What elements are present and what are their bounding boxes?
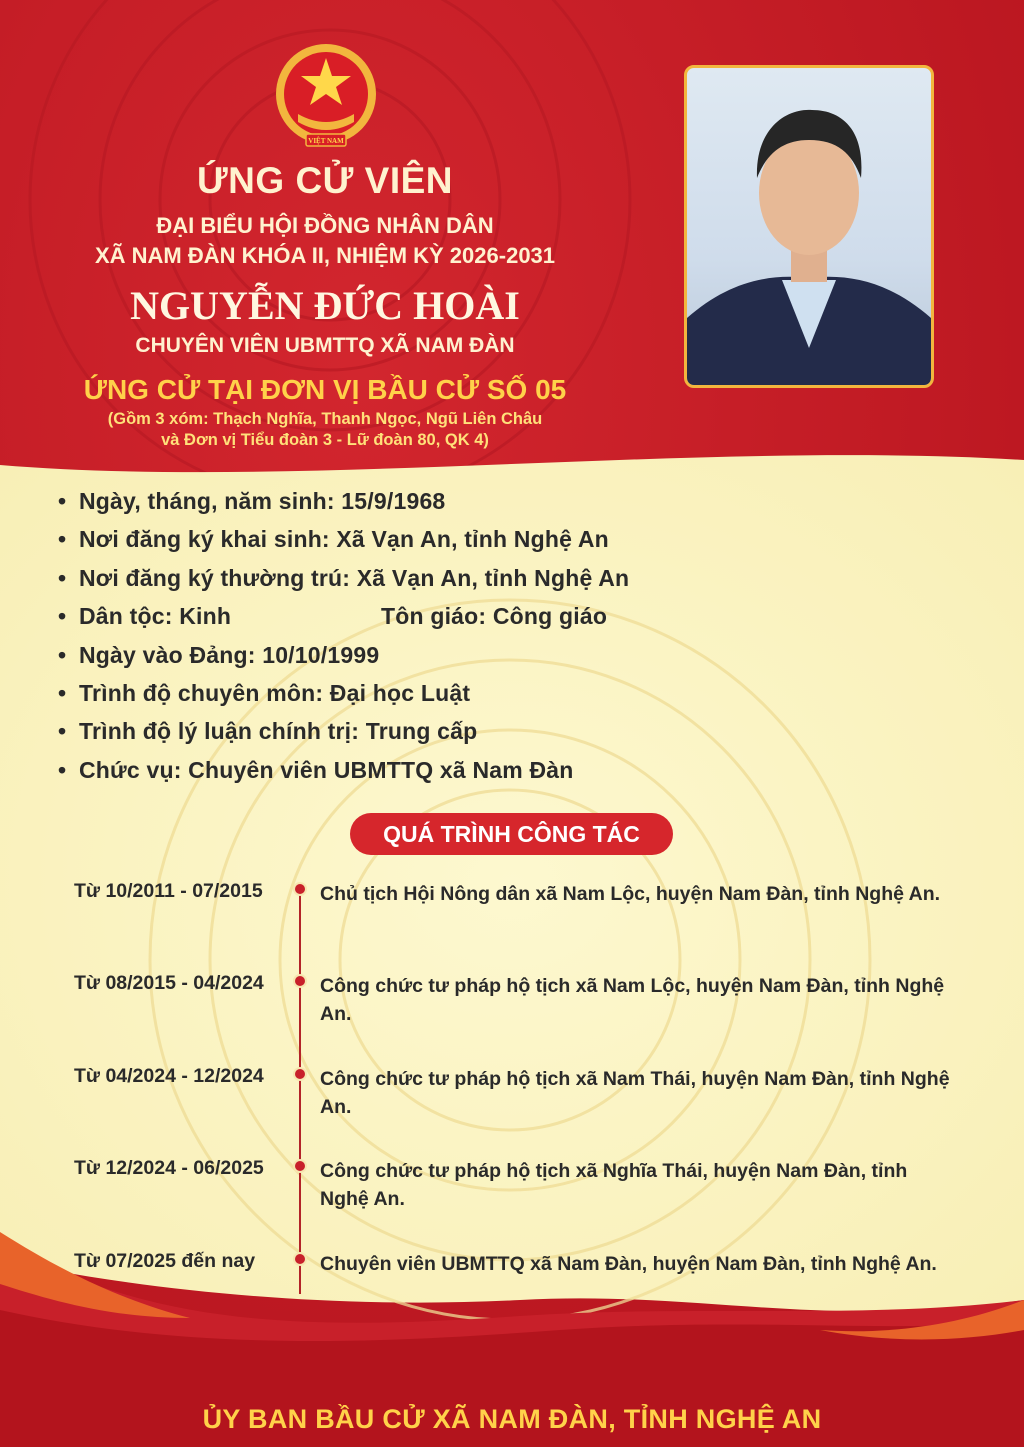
career-heading: QUÁ TRÌNH CÔNG TÁC xyxy=(350,813,673,855)
info-religion: Tôn giáo: Công giáo xyxy=(381,603,608,629)
timeline-dot xyxy=(295,884,305,894)
national-emblem xyxy=(268,38,384,154)
info-party-date: • Ngày vào Đảng: 10/10/1999 xyxy=(58,642,380,668)
timeline-description: Chuyên viên UBMTTQ xã Nam Đàn, huyện Nam Đàn, tỉnh Nghệ An. xyxy=(320,1253,937,1275)
emblem-text: VIỆT NAM xyxy=(308,137,344,145)
info-birth-registration: • Nơi đăng ký khai sinh: Xã Vạn An, tỉnh Nghệ An xyxy=(58,526,609,552)
info-education: • Trình độ chuyên môn: Đại học Luật xyxy=(58,680,471,706)
portrait-illustration xyxy=(687,68,931,385)
timeline-description: Công chức tư pháp hộ tịch xã Nam Lộc, huyện Nam Đàn, tỉnh Nghệ An. xyxy=(320,975,945,1025)
timeline-dot xyxy=(295,1069,305,1079)
info-role: • Chức vụ: Chuyên viên UBMTTQ xã Nam Đàn xyxy=(58,757,574,783)
timeline-period: Từ 10/2011 - 07/2015 xyxy=(74,880,263,902)
timeline-description: Công chức tư pháp hộ tịch xã Nghĩa Thái, huyện Nam Đàn, tỉnh Nghệ An. xyxy=(320,1160,908,1210)
timeline-period: Từ 07/2025 đến nay xyxy=(74,1250,256,1272)
council-line: ĐẠI BIỂU HỘI ĐỒNG NHÂN DÂN xyxy=(156,213,494,238)
timeline-description: Công chức tư pháp hộ tịch xã Nam Thái, huyện Nam Đàn, tỉnh Nghệ An. xyxy=(320,1068,950,1118)
term-line: XÃ NAM ĐÀN KHÓA II, NHIỆM KỲ 2026-2031 xyxy=(94,243,556,268)
constituency-note-1: (Gồm 3 xóm: Thạch Nghĩa, Thanh Ngọc, Ngũ Liên Châu xyxy=(107,410,543,428)
constituency-note-2: và Đơn vị Tiểu đoàn 3 - Lữ đoàn 80, QK 4) xyxy=(161,431,489,449)
candidate-photo xyxy=(684,65,934,388)
info-residence: • Nơi đăng ký thường trú: Xã Vạn An, tỉnh Nghệ An xyxy=(58,565,630,591)
timeline-line xyxy=(299,884,301,1294)
candidate-name: NGUYỄN ĐỨC HOÀI xyxy=(130,283,520,328)
timeline-period: Từ 12/2024 - 06/2025 xyxy=(74,1157,264,1179)
info-ethnicity-religion: • Dân tộc: Kinh Tôn giáo: Công giáo xyxy=(58,603,608,629)
timeline-description: Chủ tịch Hội Nông dân xã Nam Lộc, huyện Nam Đàn, tỉnh Nghệ An. xyxy=(320,883,941,905)
footer-committee: ỦY BAN BẦU CỬ XÃ NAM ĐÀN, TỈNH NGHỆ AN xyxy=(202,1404,822,1434)
timeline-dot xyxy=(295,976,305,986)
info-political-theory: • Trình độ lý luận chính trị: Trung cấp xyxy=(58,718,478,744)
timeline-dot xyxy=(295,1161,305,1171)
timeline-period: Từ 04/2024 - 12/2024 xyxy=(74,1065,264,1087)
timeline-period: Từ 08/2015 - 04/2024 xyxy=(74,972,264,994)
poster-title: ỨNG CỬ VIÊN xyxy=(196,160,454,201)
info-birth-date: • Ngày, tháng, năm sinh: 15/9/1968 xyxy=(58,488,446,514)
timeline-dot xyxy=(295,1254,305,1264)
candidate-position: CHUYÊN VIÊN UBMTTQ XÃ NAM ĐÀN xyxy=(135,334,515,357)
constituency-line: ỨNG CỬ TẠI ĐƠN VỊ BẦU CỬ SỐ 05 xyxy=(83,374,567,405)
